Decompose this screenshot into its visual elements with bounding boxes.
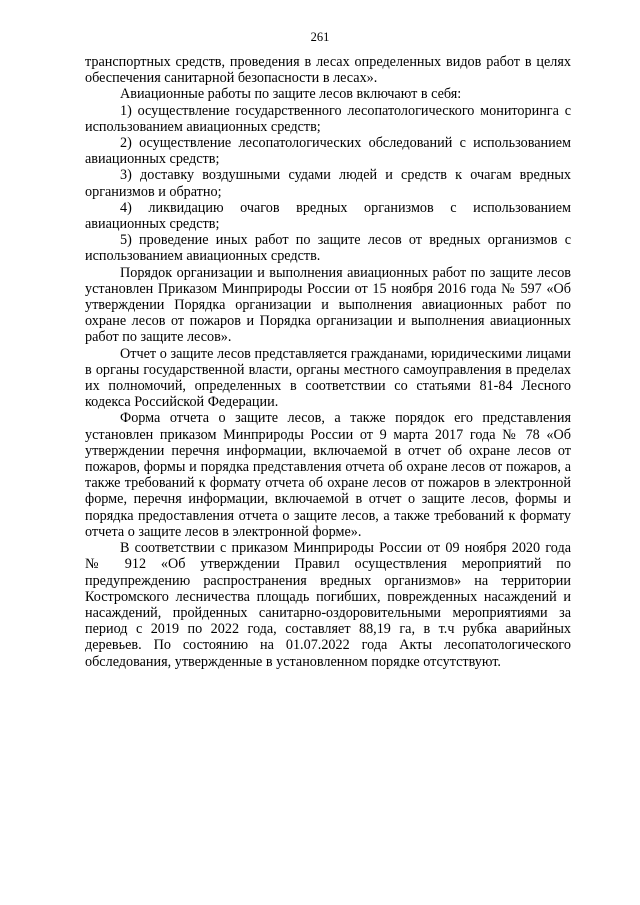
- list-item-5: 5) проведение иных работ по защите лесов от вредных организмов с использованием авиационных средств.: [85, 232, 571, 265]
- paragraph-report-submission: Отчет о защите лесов представляется гражданами, юридическими лицами в органы государственной власти, органы местного самоуправления в пределах их полномочий, определенных в соответствии со статьями 81-84 Лесного кодекса Российской Федерации.: [85, 345, 571, 411]
- paragraph-report-form: Форма отчета о защите лесов, а также порядок его представления установлен приказом Минприроды России от 9 марта 2017 года № 78 «Об утверждении перечня информации, включаемой в отчет об охране лесов от пожаров, формы и порядка представления отчета об охране лесов от пожаров, а также требований к формату отчета об охране лесов от пожаров в электронной форме, перечня информации, включаемой в отчет о защите лесов, формы и порядка предоставления отчета о защите лесов, а также требований к формату отчета о защите лесов в электронной форме».: [85, 410, 571, 540]
- paragraph-aviation-works-intro: Авиационные работы по защите лесов включают в себя:: [120, 86, 462, 103]
- paragraph-kostroma-forestry: В соответствии с приказом Минприроды России от 09 ноября 2020 года № 912 «Об утверждении Правил осуществления мероприятий по предупреждению распространения вредных организмов» на территории Костромского лесничества площадь погибших, поврежденных насаждений и насаждений, пройденных санитарно-оздоровительными мероприятиями за период с 2019 по 2022 года, составляет 88,19 га, в т.ч рубка аварийных деревьев. По состоянию на 01.07.2022 года Акты лесопатологического обследования, утвержденные в установленном порядке отсутствуют.: [85, 540, 571, 670]
- paragraph-aviation-order: Порядок организации и выполнения авиационных работ по защите лесов установлен Приказом Минприроды России от 15 ноября 2016 года № 597 «Об утверждении Порядка организации и выполнения авиационных работ по охране лесов от пожаров и Порядка организации и выполнения авиационных работ по защите лесов».: [85, 264, 571, 346]
- list-item-1: 1) осуществление государственного лесопатологического мониторинга с использованием авиационных средств;: [85, 102, 571, 135]
- list-item-4: 4) ликвидацию очагов вредных организмов с использованием авиационных средств;: [85, 199, 571, 233]
- page-number: 261: [310, 30, 330, 44]
- document-body: [85, 54, 571, 670]
- paragraph-continuation: транспортных средств, проведения в лесах определенных видов работ в целях обеспечения санитарной безопасности в лесах».: [85, 54, 571, 87]
- list-item-3: 3) доставку воздушными судами людей и средств к очагам вредных организмов и обратно;: [85, 167, 571, 200]
- list-item-2: 2) осуществление лесопатологических обследований с использованием авиационных средств;: [85, 135, 571, 168]
